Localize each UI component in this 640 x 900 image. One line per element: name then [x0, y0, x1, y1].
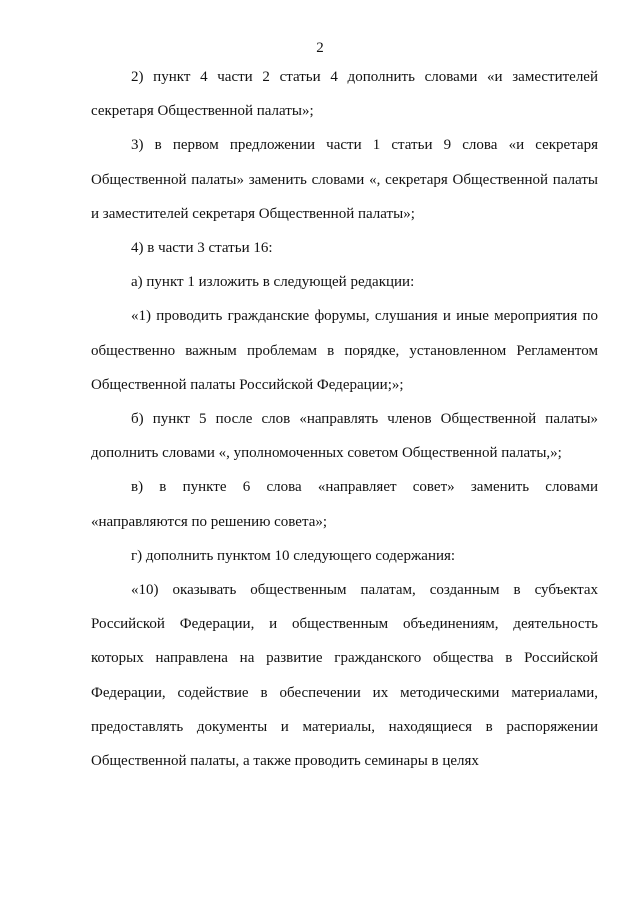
paragraph-subitem-g: г) дополнить пунктом 10 следующего содержания:: [131, 547, 456, 564]
paragraph-quote-item-10: «10) оказывать общественным палатам, созданным в субъектах Российской Федерации, и общественным объединениям, деятельность которых направлена на развитие гражданского общества в Российской Федерации, содействие в обеспечении их методическими материалами, предоставлять документы и материалы, находящиеся в распоряжении Общественной палаты, а также проводить семинары в целях: [91, 582, 598, 770]
paragraph-subitem-b: б) пункт 5 после слов «направлять членов Общественной палаты» дополнить словами «, уполномоченных советом Общественной палаты,»;: [91, 411, 598, 462]
paragraph-subitem-v: в) в пункте 6 слова «направляет совет» заменить словами «направляются по решению совета»;: [91, 479, 598, 530]
paragraph-amendment-3: 3) в первом предложении части 1 статьи 9 слова «и секретаря Общественной палаты» заменить словами «, секретаря Общественной палаты и заместителей секретаря Общественной палаты»;: [91, 137, 598, 222]
paragraph-amendment-4: 4) в части 3 статьи 16:: [131, 240, 273, 257]
paragraph-amendment-2: 2) пункт 4 части 2 статьи 4 дополнить словами «и заместителей секретаря Общественной палаты»;: [91, 69, 598, 120]
page-number: 2: [316, 40, 324, 56]
paragraph-quote-item-1: «1) проводить гражданские форумы, слушания и иные мероприятия по общественно важным проблемам в порядке, установленном Регламентом Общественной палаты Российской Федерации;»;: [91, 308, 598, 393]
paragraph-subitem-a: а) пункт 1 изложить в следующей редакции:: [131, 274, 415, 291]
document-body: [91, 60, 598, 778]
